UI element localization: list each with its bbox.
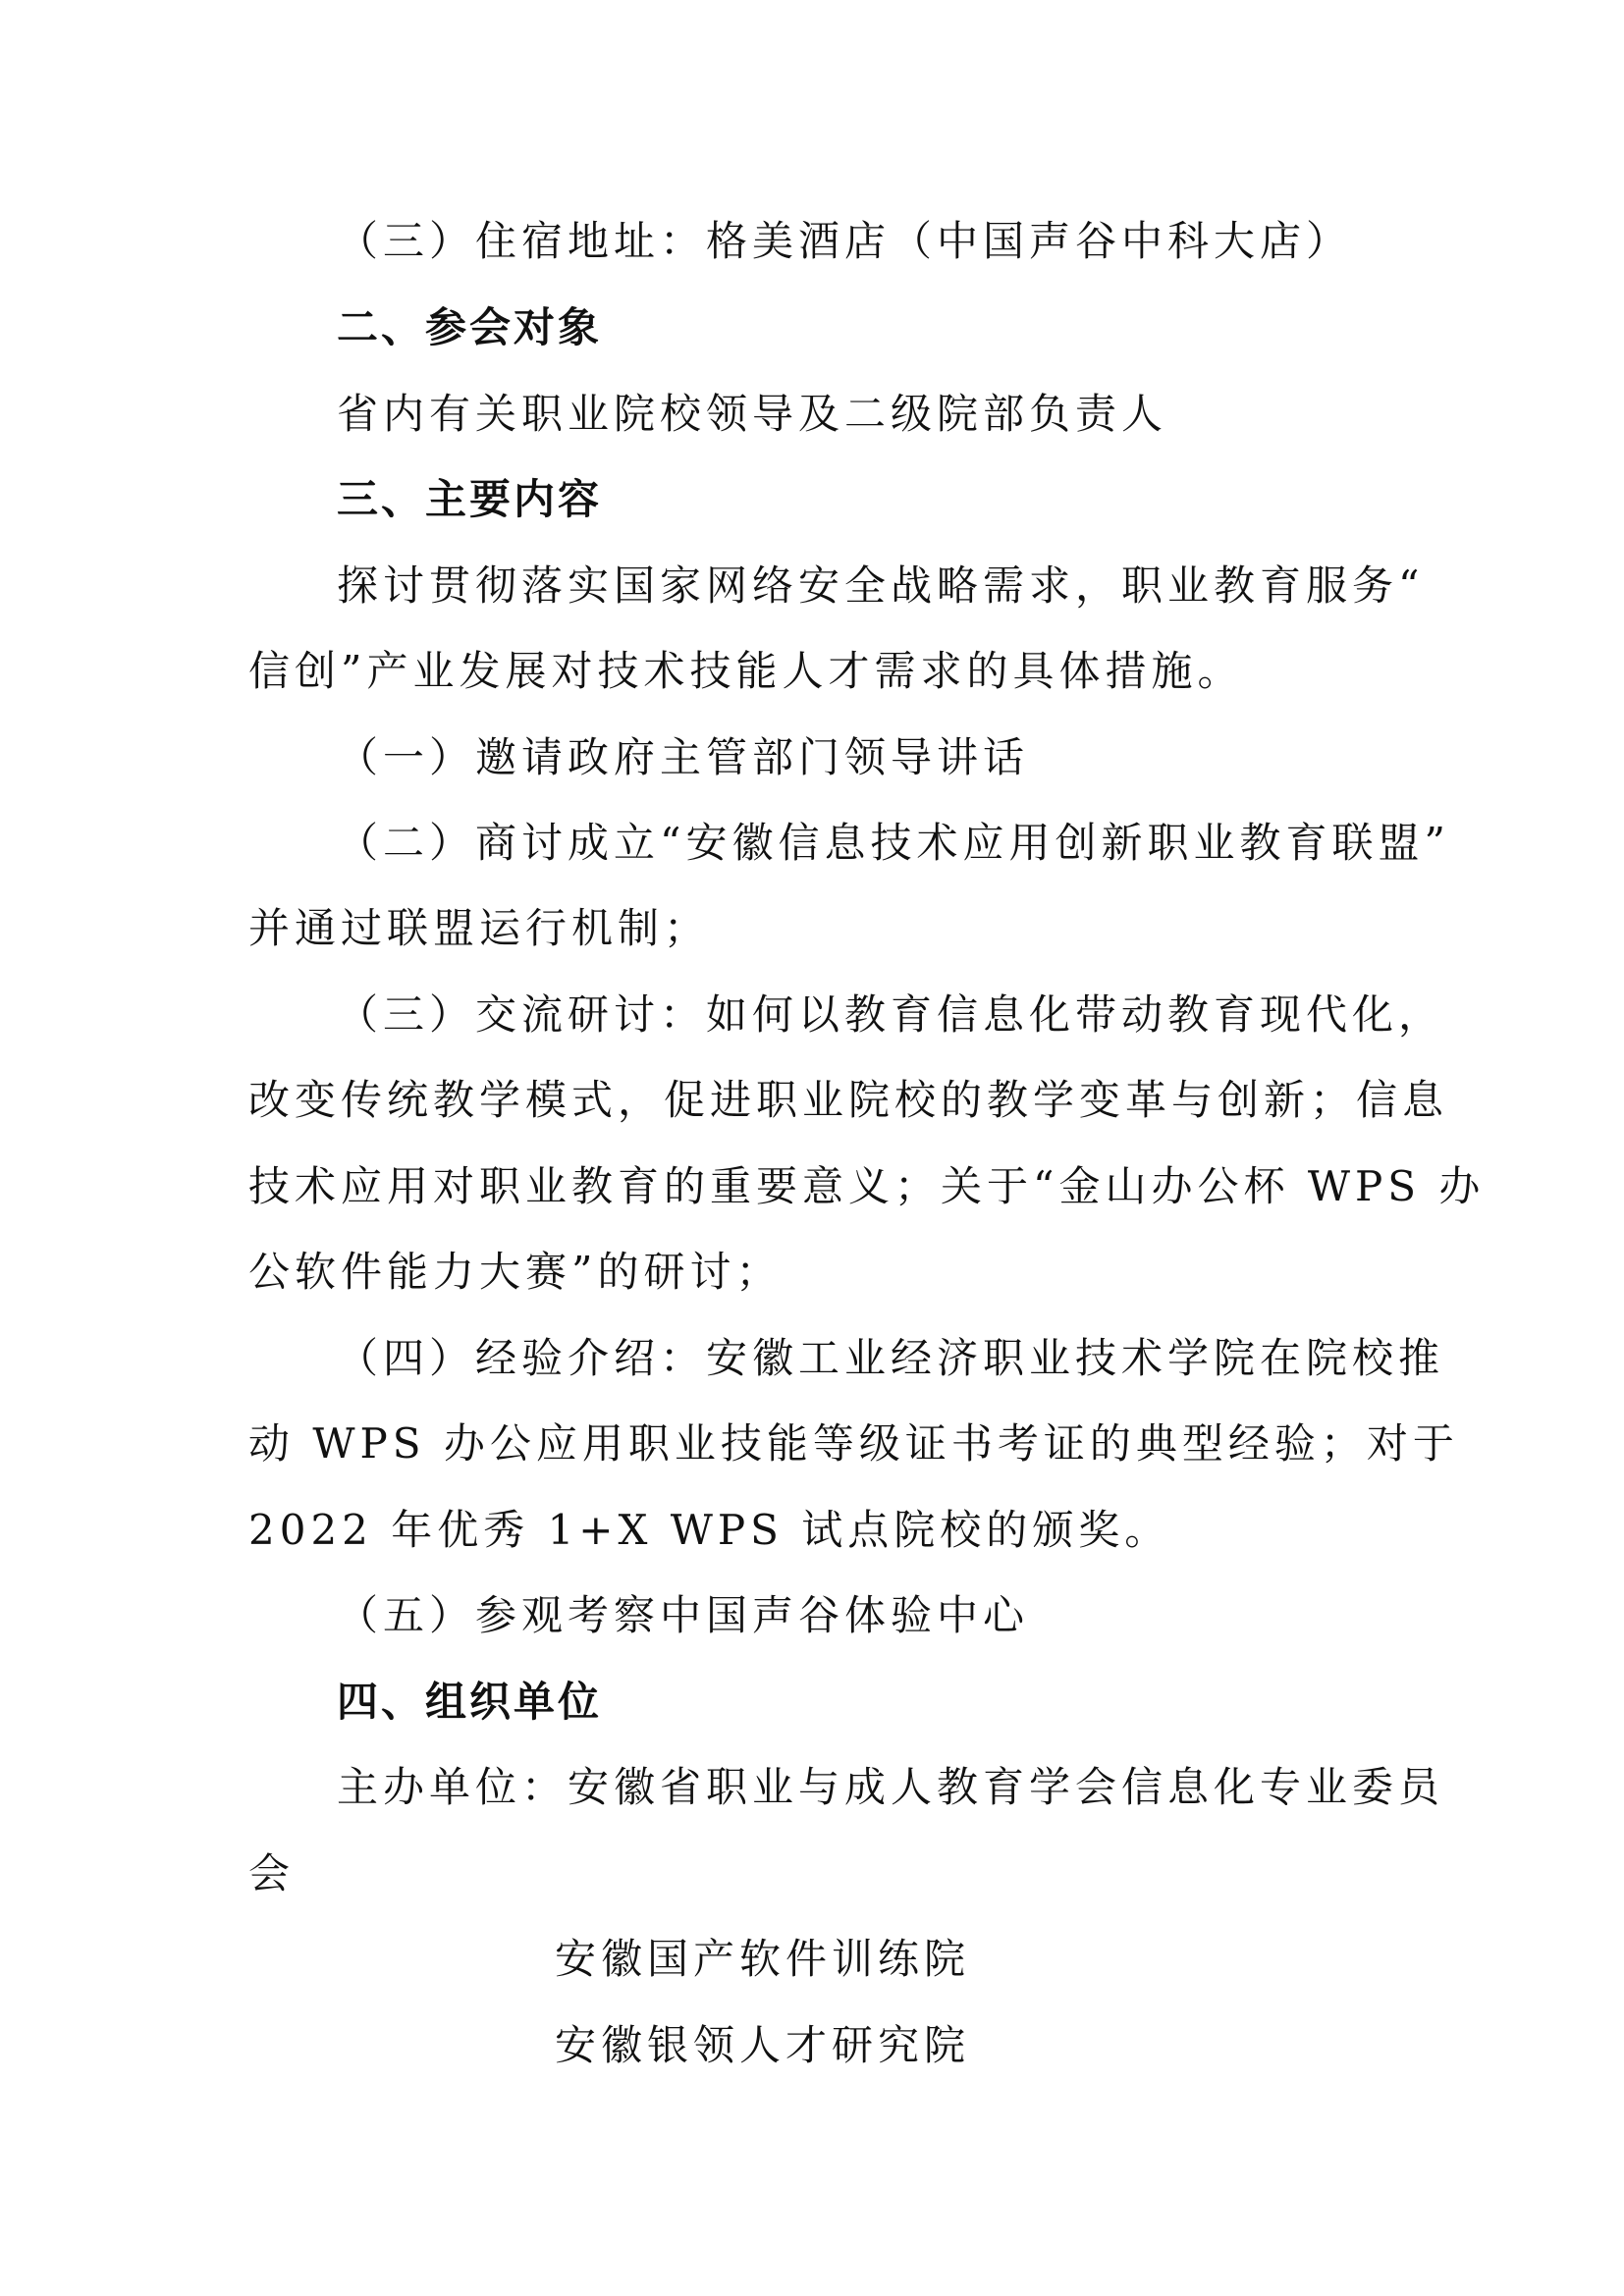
content-item-4-line-1: （四）经验介绍：安徽工业经济职业技术学院在院校推 (337, 1334, 1445, 1382)
accommodation-address: （三）住宿地址：格美酒店（中国声谷中科大店） (337, 217, 1353, 265)
content-item-4-line-2: 动 WPS 办公应用职业技能等级证书考证的典型经验；对于 (248, 1419, 1459, 1468)
content-intro-line-2: 信创”产业发展对技术技能人才需求的具体措施。 (248, 647, 1244, 695)
host-unit-line-2: 会 (248, 1849, 296, 1897)
content-item-5: （五）参观考察中国声谷体验中心 (337, 1591, 1030, 1639)
content-item-2-line-2: 并通过联盟运行机制； (248, 904, 711, 952)
organizer-talent-institute: 安徽银领人才研究院 (555, 2021, 971, 2069)
section-heading-content: 三、主要内容 (337, 475, 603, 523)
section-heading-participants: 二、参会对象 (337, 303, 603, 351)
organizer-software-institute: 安徽国产软件训练院 (555, 1935, 971, 1983)
content-item-1: （一）邀请政府主管部门领导讲话 (337, 733, 1030, 781)
content-intro-line-1: 探讨贯彻落实国家网络安全战略需求，职业教育服务“ (337, 561, 1425, 610)
content-item-3-line-1: （三）交流研讨：如何以教育信息化带动教育现代化， (337, 990, 1445, 1039)
section-heading-organizers: 四、组织单位 (337, 1678, 603, 1726)
content-item-3-line-4: 公软件能力大赛”的研讨； (248, 1248, 783, 1296)
content-item-2-line-1: （二）商讨成立“安徽信息技术应用创新职业教育联盟” (337, 819, 1450, 867)
content-item-4-line-3: 2022 年优秀 1+X WPS 试点院校的颁奖。 (248, 1506, 1171, 1554)
content-item-3-line-3: 技术应用对职业教育的重要意义；关于“金山办公杯 WPS 办 (248, 1162, 1486, 1210)
host-unit-line-1: 主办单位：安徽省职业与成人教育学会信息化专业委员 (337, 1763, 1445, 1811)
participants-text: 省内有关职业院校领导及二级院部负责人 (337, 390, 1168, 438)
content-item-3-line-2: 改变传统教学模式，促进职业院校的教学变革与创新；信息 (248, 1076, 1449, 1124)
